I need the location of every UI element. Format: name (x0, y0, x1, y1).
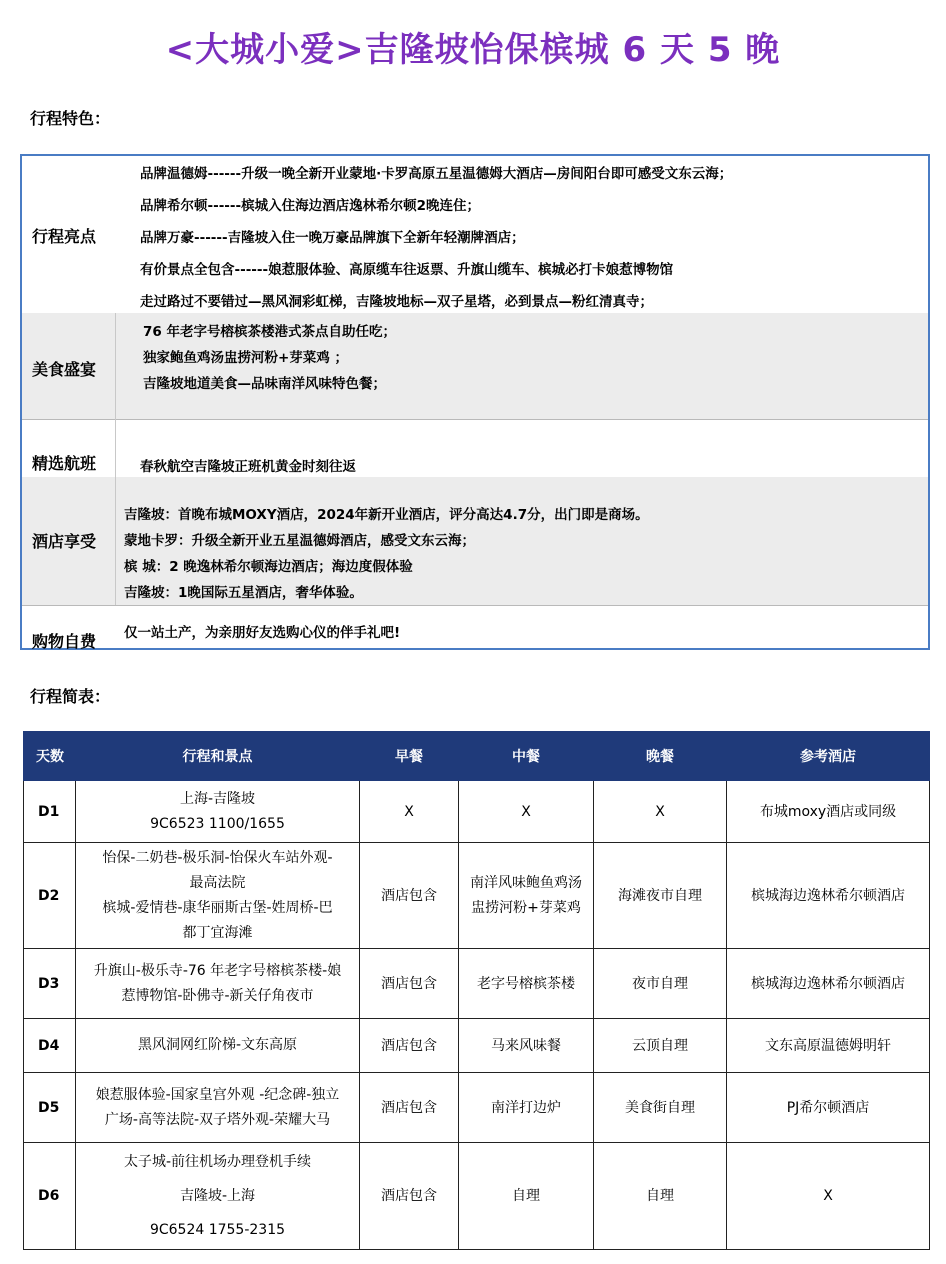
features-box (20, 154, 930, 650)
route-line: 怡保-二奶巷-极乐洞-怡保火车站外观- (102, 849, 333, 866)
route-line: 槟城-爱情巷-康华丽斯古堡-姓周桥-巴 (102, 899, 333, 916)
route-cell (76, 1143, 360, 1250)
hotel-cell: 文东高原温德姆明轩 (727, 1019, 930, 1073)
feature-row-flight (22, 419, 928, 478)
feature-label: 美食盛宴 (32, 360, 97, 379)
breakfast-cell: 酒店包含 (360, 1143, 459, 1250)
header-route: 行程和景点 (76, 732, 360, 781)
table-row (24, 1019, 930, 1073)
hotel-cell: 布城moxy酒店或同级 (727, 781, 930, 843)
page-title: <大城小爱>吉隆坡怡保槟城 6 天 5 晚 (165, 30, 781, 70)
feature-line: 仅一站土产，为亲朋好友选购心仪的伴手礼吧! (124, 625, 401, 641)
breakfast-cell: 酒店包含 (360, 1073, 459, 1143)
day-cell: D3 (24, 949, 76, 1019)
dinner-cell: X (594, 781, 727, 843)
feature-row-highlights (22, 156, 928, 314)
lunch-cell: 自理 (459, 1143, 594, 1250)
day-cell: D5 (24, 1073, 76, 1143)
table-row (24, 949, 930, 1019)
feature-line: 蒙地卡罗：升级全新开业五星温德姆酒店，感受文东云海； (124, 533, 475, 549)
dinner-cell: 美食街自理 (594, 1073, 727, 1143)
feature-line: 吉隆坡地道美食—品味南洋风味特色餐； (143, 376, 386, 392)
dinner-cell: 夜市自理 (594, 949, 727, 1019)
route-line: 都丁宜海滩 (182, 924, 253, 941)
feature-line: 吉隆坡：首晚布城MOXY酒店，2024年新开业酒店，评分高达4.7分，出门即是商场。 (124, 507, 649, 523)
route-line: 惹博物馆-卧佛寺-新关仔角夜市 (121, 987, 314, 1004)
route-line: 吉隆坡-上海 (179, 1188, 256, 1204)
route-cell (76, 1073, 360, 1143)
day-cell: D1 (24, 781, 76, 843)
route-line: 广场-高等法院-双子塔外观-荣耀大马 (104, 1111, 331, 1128)
lunch-line: 南洋风味鲍鱼鸡汤 (470, 874, 582, 891)
hotel-cell: 槟城海边逸林希尔顿酒店 (727, 949, 930, 1019)
route-line: 上海-吉隆坡 (179, 790, 256, 807)
feature-line: 品牌温德姆------升级一晚全新开业蒙地·卡罗高原五星温德姆大酒店—房间阳台即可感受文东云海； (140, 166, 733, 182)
table-row (24, 1073, 930, 1143)
feature-label: 购物自费 (32, 632, 97, 651)
route-cell (76, 1019, 360, 1073)
feature-label: 精选航班 (32, 454, 97, 473)
table-row (24, 781, 930, 843)
schedule-heading: 行程简表： (30, 687, 111, 706)
route-line: 最高法院 (189, 874, 246, 891)
lunch-cell: X (459, 781, 594, 843)
route-line: 娘惹服体验-国家皇宫外观 -纪念碑-独立 (95, 1086, 340, 1103)
feature-line: 有价景点全包含------娘惹服体验、高原缆车往返票、升旗山缆车、槟城必打卡娘惹博物馆 (140, 262, 674, 278)
lunch-cell: 南洋打边炉 (459, 1073, 594, 1143)
day-cell: D2 (24, 843, 76, 949)
dinner-cell: 云顶自理 (594, 1019, 727, 1073)
hotel-cell: 槟城海边逸林希尔顿酒店 (727, 843, 930, 949)
feature-line: 独家鲍鱼鸡汤盅捞河粉+芽菜鸡 ； (143, 350, 349, 366)
route-cell (76, 949, 360, 1019)
route-cell (76, 781, 360, 843)
feature-row-food (22, 313, 928, 420)
feature-line: 走过路过不要错过—黑风洞彩虹梯，吉隆坡地标—双子星塔，必到景点—粉红清真寺； (140, 294, 653, 310)
dinner-cell: 海滩夜市自理 (594, 843, 727, 949)
header-hotel: 参考酒店 (727, 732, 930, 781)
lunch-cell: 老字号榕槟茶楼 (459, 949, 594, 1019)
day-cell: D6 (24, 1143, 76, 1250)
feature-row-shopping (22, 605, 928, 651)
hotel-cell: PJ希尔顿酒店 (727, 1073, 930, 1143)
table-row (24, 1143, 930, 1250)
feature-line: 吉隆坡：1晚国际五星酒店，奢华体验。 (124, 585, 363, 601)
table-row (24, 843, 930, 949)
feature-line: 槟 城：2 晚逸林希尔顿海边酒店；海边度假体验 (124, 559, 413, 575)
route-line: 9C6524 1755-2315 (149, 1222, 286, 1238)
feature-label: 酒店享受 (32, 532, 97, 551)
route-line: 黑风洞网红阶梯-文东高原 (137, 1037, 298, 1053)
header-lunch: 中餐 (459, 732, 594, 781)
feature-line: 品牌万豪------吉隆坡入住一晚万豪品牌旗下全新年轻潮牌酒店； (140, 230, 525, 246)
header-day: 天数 (24, 732, 76, 781)
route-line: 太子城-前往机场办理登机手续 (123, 1154, 312, 1170)
feature-line: 春秋航空吉隆坡正班机黄金时刻往返 (140, 459, 356, 475)
feature-line: 76 年老字号榕槟茶楼港式茶点自助任吃； (143, 324, 396, 340)
header-dinner: 晚餐 (594, 732, 727, 781)
features-heading: 行程特色： (30, 109, 111, 128)
lunch-cell (459, 843, 594, 949)
table-header-row (24, 732, 930, 781)
breakfast-cell: 酒店包含 (360, 949, 459, 1019)
feature-line: 品牌希尔顿------槟城入住海边酒店逸林希尔顿2晚连住； (140, 198, 481, 214)
route-line: 9C6523 1100/1655 (150, 815, 285, 832)
dinner-cell: 自理 (594, 1143, 727, 1250)
lunch-line: 盅捞河粉+芽菜鸡 (471, 899, 581, 916)
hotel-cell: X (727, 1143, 930, 1250)
header-breakfast: 早餐 (360, 732, 459, 781)
feature-label: 行程亮点 (32, 227, 97, 246)
schedule-table (23, 731, 930, 1250)
feature-row-hotel (22, 477, 928, 606)
route-cell (76, 843, 360, 949)
lunch-cell: 马来风味餐 (459, 1019, 594, 1073)
breakfast-cell: X (360, 781, 459, 843)
day-cell: D4 (24, 1019, 76, 1073)
breakfast-cell: 酒店包含 (360, 1019, 459, 1073)
breakfast-cell: 酒店包含 (360, 843, 459, 949)
route-line: 升旗山-极乐寺-76 年老字号榕槟茶楼-娘 (93, 962, 342, 979)
